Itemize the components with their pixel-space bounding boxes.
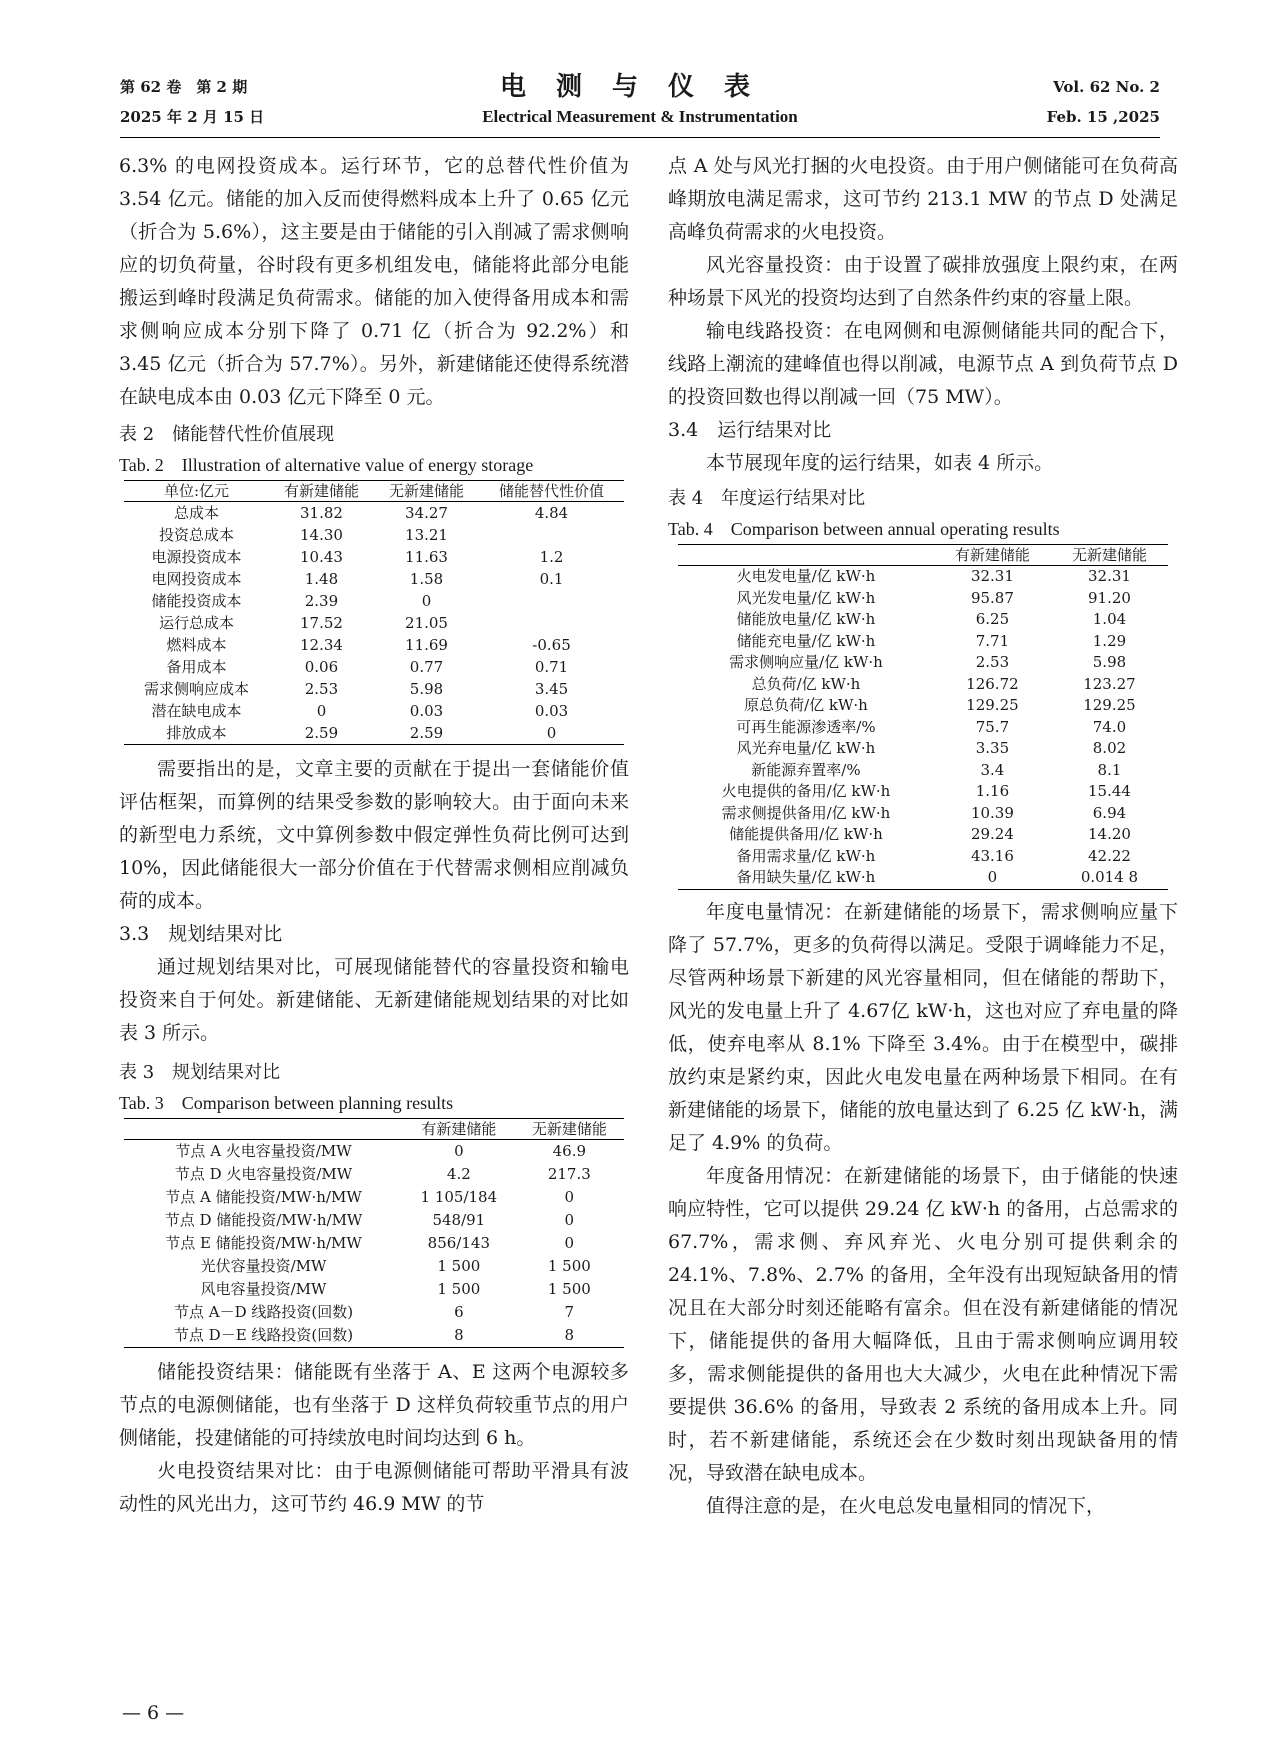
table-row [124, 1301, 624, 1324]
volume-info-en [1047, 72, 1160, 132]
journal-title-en: Electrical Measurement & Instrumentation [482, 107, 798, 126]
table-header-cell [124, 1119, 403, 1140]
paragraph: 6.3% 的电网投资成本。运行环节，它的总替代性价值为 3.54 亿元。储能的加入反而使得燃料成本上升了 0.65 亿元（折合为 5.6%），这主要是由于储能的引入削减了需求侧响应的切负荷量，谷时段有更多机组发电，储能将此部分电能搬运到峰时段满足负荷需求。储能的加入使得备用成本和需求侧响应成本分别下降了 0.71 亿（折合为 92.2%）和 3.45 亿元（折合为 57.7%）。另外，新建储能还使得系统潜在缺电成本由 0.03 亿元下降至 0 元。 [119, 155, 629, 408]
table-cell: 0 [987, 868, 998, 886]
table-cell: 节点 A－D 线路投资(回数) [173, 1303, 354, 1321]
table-cell: 6.25 [975, 610, 1010, 628]
table-cell: 备用需求量/亿 kW·h [736, 846, 876, 865]
table-cell: 2.39 [304, 592, 339, 610]
table-cell: 74.0 [1092, 717, 1127, 736]
table-cell: 2.53 [304, 680, 339, 698]
table-cell: 15.44 [1087, 782, 1131, 800]
table-cell: 原总负荷/亿 kW·h [744, 696, 868, 714]
table-row [124, 1186, 624, 1209]
table-cell: 可再生能源渗透率/% [736, 717, 876, 736]
table-row [124, 546, 624, 568]
table-cell: 217.3 [547, 1165, 591, 1183]
table-row [124, 502, 624, 525]
table-cell: 新能源弃置率/% [751, 760, 861, 779]
table-cell: 34.27 [405, 504, 448, 522]
table-cell: 7.71 [975, 631, 1010, 650]
table-cell: 11.69 [405, 636, 448, 654]
table-cell: 需求侧提供备用/亿 kW·h [721, 803, 891, 822]
table-cell: 0.77 [409, 658, 444, 676]
table-cell: 31.82 [299, 504, 343, 522]
table2-caption-en: Tab. 2 Illustration of alternative value of energy storage [119, 455, 534, 475]
paragraph: 输电线路投资：在电网侧和电源侧储能共同的配合下，线路上潮流的建峰值也得以削减，电源节点 A 到负荷节点 D 的投资回数也得以削减一回（75 MW）。 [668, 320, 1178, 408]
paragraph: 火电投资结果对比：由于电源侧储能可帮助平滑具有波动性的风光出力，这可节约 46.9 MW 的节 [119, 1460, 629, 1515]
table-row [124, 656, 624, 678]
table-cell: 14.30 [299, 526, 343, 544]
table-cell: 6.94 [1092, 803, 1127, 822]
table-cell: 2.53 [975, 653, 1010, 671]
table-cell: 6 [454, 1303, 464, 1321]
left-column [119, 150, 629, 1521]
table-row [678, 695, 1168, 717]
table-cell: 0 [546, 724, 557, 742]
table-cell [479, 612, 624, 634]
table-cell: 燃料成本 [166, 636, 227, 654]
table-cell: 21.05 [405, 614, 448, 632]
table-row [678, 674, 1168, 696]
table4 [678, 544, 1168, 890]
table-cell: 储能放电量/亿 kW·h [736, 610, 876, 628]
table-cell: 856/143 [427, 1234, 490, 1252]
table-row [678, 760, 1168, 782]
table4-caption-cn: 表 4 年度运行结果对比 [668, 488, 866, 509]
table-row [678, 588, 1168, 610]
table-row [678, 609, 1168, 631]
table-row [124, 1163, 624, 1186]
table-cell: 32.31 [1087, 567, 1131, 585]
table-cell: 91.20 [1087, 588, 1131, 607]
table-cell: 10.43 [299, 548, 343, 566]
table-cell: 节点 E 储能投资/MW·h/MW [165, 1234, 362, 1252]
table-cell: -0.65 [532, 636, 571, 654]
table2-caption-cn: 表 2 储能替代性价值展现 [119, 424, 335, 445]
table-row [124, 700, 624, 722]
table-cell: 需求侧响应量/亿 kW·h [729, 653, 883, 671]
table-header-cell: 无新建储能 [389, 482, 465, 500]
table-cell: 0.03 [409, 702, 444, 720]
table-cell: 123.27 [1083, 674, 1136, 693]
table-cell: 0 [421, 592, 432, 610]
table-row [678, 781, 1168, 803]
table-cell: 129.25 [1083, 696, 1136, 714]
volume-issue: 第 62 卷 第 2 期 [120, 78, 248, 96]
paragraph: 需要指出的是，文章主要的贡献在于提出一套储能价值评估框架，而算例的结果受参数的影响较大。由于面向未来的新型电力系统，文中算例参数中假定弹性负荷比例可达到 10%，因此储能很大一部分价值在于代替需求侧相应削减负荷的成本。 [119, 758, 629, 912]
table-header-cell: 单位:亿元 [163, 482, 229, 500]
table-cell: 总负荷/亿 kW·h [751, 674, 861, 693]
table-row [124, 524, 624, 546]
table3-caption-cn: 表 3 规划结果对比 [119, 1062, 281, 1083]
table-cell: 节点 A 火电容量投资/MW [175, 1142, 352, 1160]
table3 [124, 1118, 624, 1348]
table-row [678, 867, 1168, 889]
table-cell [479, 524, 624, 546]
table-cell: 火电提供的备用/亿 kW·h [721, 782, 891, 800]
table-cell: 42.22 [1087, 846, 1131, 865]
journal-title [120, 72, 1160, 132]
table-cell: 1 500 [437, 1280, 481, 1298]
table-header-cell: 有新建储能 [954, 546, 1030, 564]
table-cell: 备用缺失量/亿 kW·h [736, 868, 876, 886]
table-cell: 运行总成本 [158, 614, 234, 632]
paragraph: 通过规划结果对比，可展现储能替代的容量投资和输电投资来自于何处。新建储能、无新建储能规划结果的对比如表 3 所示。 [119, 956, 629, 1044]
table-cell: 129.25 [966, 696, 1019, 714]
issue-date-en: Feb. 15 ,2025 [1046, 108, 1160, 126]
table-cell: 1.58 [409, 570, 444, 588]
table-cell: 储能提供备用/亿 kW·h [729, 825, 883, 843]
table-cell: 节点 D 储能投资/MW·h/MW [164, 1211, 363, 1229]
table-row [124, 722, 624, 745]
table-cell: 3.35 [975, 739, 1010, 757]
table-row [678, 652, 1168, 674]
table-cell: 13.21 [405, 526, 448, 544]
table-cell: 0 [454, 1142, 464, 1160]
table-header-cell: 有新建储能 [283, 482, 359, 500]
table-cell [479, 590, 624, 612]
table-row [124, 612, 624, 634]
table-cell: 126.72 [966, 674, 1019, 693]
table-cell: 1 500 [547, 1280, 591, 1298]
table-header-cell: 无新建储能 [1071, 546, 1147, 564]
table3-caption-en: Tab. 3 Comparison between planning results [119, 1093, 454, 1113]
table-cell: 43.16 [970, 846, 1014, 865]
table-header-cell: 无新建储能 [531, 1120, 607, 1138]
volume-issue-en: Vol. 62 No. 2 [1053, 78, 1160, 96]
table-cell: 总成本 [173, 504, 219, 522]
header-rule [120, 137, 1160, 138]
table-row [678, 803, 1168, 825]
right-column [668, 150, 1178, 1523]
table-row [124, 1255, 624, 1278]
table-cell: 1 105/184 [420, 1188, 498, 1206]
table-cell: 备用成本 [166, 658, 227, 676]
paragraph: 风光容量投资：由于设置了碳排放强度上限约束，在两种场景下风光的投资均达到了自然条件约束的容量上限。 [668, 254, 1178, 309]
table-row [124, 1140, 624, 1164]
table-row [678, 631, 1168, 653]
table-cell: 光伏容量投资/MW [200, 1257, 327, 1275]
table-cell: 0 [316, 702, 327, 720]
section-heading: 3.4 运行结果对比 [668, 419, 832, 441]
table-cell: 46.9 [552, 1142, 587, 1160]
paragraph: 年度备用情况：在新建储能的场景下，由于储能的快速响应特性，它可以提供 29.24 亿 kW·h 的备用，占总需求的 67.7%，需求侧、弃风弃光、火电分别可提供剩余的 24.1%、7.8%、2.7% 的备用，全年没有出现短缺备用的情况且在大部分时刻还能略有富余。但在没有新建储能的情况下，储能提供的备用大幅降低，且由于需求侧响应调用较多，需求侧能提供的备用也大大减少，火电在此种情况下需要提供 36.6% 的备用，导致表 2 系统的备用成本上升。同时，若不新建储能，系统还会在少数时刻出现缺备用的情况，导致潜在缺电成本。 [668, 1164, 1178, 1484]
table-cell: 风光弃电量/亿 kW·h [736, 739, 876, 757]
page-header [120, 72, 1160, 132]
table-cell: 火电发电量/亿 kW·h [736, 567, 876, 585]
table-cell: 3.4 [980, 760, 1005, 779]
table-cell: 8 [564, 1326, 575, 1344]
table-cell: 8 [454, 1326, 464, 1344]
table-header-cell: 有新建储能 [421, 1120, 497, 1138]
table-header-cell [678, 545, 934, 566]
table-cell: 1.16 [975, 782, 1010, 800]
table-cell: 节点 D－E 线路投资(回数) [173, 1326, 354, 1344]
table-cell: 548/91 [432, 1211, 486, 1229]
table-row [124, 634, 624, 656]
table-cell: 0.1 [539, 570, 564, 588]
section-heading: 3.3 规划结果对比 [119, 923, 283, 945]
table-cell: 电源投资成本 [151, 548, 242, 566]
table-cell: 1.04 [1092, 610, 1127, 628]
issue-date: 2025 年 2 月 15 日 [120, 108, 265, 126]
table-cell: 排放成本 [166, 724, 227, 742]
table-cell: 75.7 [975, 717, 1010, 736]
table-cell: 8.1 [1097, 760, 1122, 779]
table-cell: 0 [564, 1211, 575, 1229]
table-cell: 0.014 8 [1080, 868, 1139, 886]
table-cell: 17.52 [299, 614, 343, 632]
table-cell: 2.59 [304, 724, 339, 742]
table-row [124, 1209, 624, 1232]
table-row [124, 590, 624, 612]
table-cell: 29.24 [970, 825, 1014, 843]
table-cell: 节点 D 火电容量投资/MW [174, 1165, 353, 1183]
table-cell: 32.31 [970, 567, 1014, 585]
table-cell: 电网投资成本 [151, 570, 242, 588]
table4-caption-en: Tab. 4 Comparison between annual operating results [668, 519, 1060, 539]
table-cell: 3.45 [534, 680, 569, 698]
table-cell: 95.87 [970, 588, 1014, 607]
table-row [124, 1232, 624, 1255]
table-cell: 0.06 [304, 658, 339, 676]
table-row [124, 1324, 624, 1348]
table-cell: 0 [564, 1188, 575, 1206]
table-cell: 10.39 [970, 803, 1014, 822]
table-cell: 节点 A 储能投资/MW·h/MW [165, 1188, 362, 1206]
table-cell: 0 [564, 1234, 575, 1252]
table-row [678, 738, 1168, 760]
table-cell: 12.34 [299, 636, 343, 654]
table-row [678, 566, 1168, 588]
table-cell: 1.2 [539, 548, 564, 566]
table-cell: 风光发电量/亿 kW·h [736, 588, 876, 607]
paragraph: 点 A 处与风光打捆的火电投资。由于用户侧储能可在负荷高峰期放电满足需求，这可节约 213.1 MW 的节点 D 处满足高峰负荷需求的火电投资。 [668, 155, 1178, 243]
paragraph: 本节展现年度的运行结果，如表 4 所示。 [706, 452, 1054, 474]
table-cell: 风电容量投资/MW [200, 1280, 327, 1298]
table-cell: 需求侧响应成本 [143, 680, 249, 698]
paragraph: 值得注意的是，在火电总发电量相同的情况下， [706, 1494, 1106, 1517]
paragraph: 储能投资结果：储能既有坐落于 A、E 这两个电源较多节点的电源侧储能，也有坐落于 D 这样负荷较重节点的用户侧储能，投建储能的可持续放电时间均达到 6 h。 [119, 1361, 629, 1449]
paragraph: 年度电量情况：在新建储能的场景下，需求侧响应量下降了 57.7%，更多的负荷得以满足。受限于调峰能力不足，尽管两种场景下新建的风光容量相同，但在储能的帮助下，风光的发电量上升了 4.67亿 kW·h，这也对应了弃电量的降低，使弃电率从 8.1% 下降至 3.4%。由于在模型中，碳排放约束是紧约束，因此火电发电量在两种场景下相同。在有新建储能的场景下，储能的放电量达到了 6.25 亿 kW·h，满足了 4.9% 的负荷。 [668, 900, 1178, 1154]
table-cell: 储能充电量/亿 kW·h [736, 631, 876, 650]
table-row [678, 824, 1168, 846]
table-cell: 0.71 [534, 658, 569, 676]
table-cell: 7 [564, 1303, 575, 1321]
journal-title-cn: 电测与仪表 [499, 72, 780, 102]
table-cell: 11.63 [405, 548, 448, 566]
table-cell: 1.48 [304, 570, 339, 588]
table-cell: 0.03 [534, 702, 569, 720]
table-cell: 14.20 [1087, 825, 1131, 843]
table-row [124, 678, 624, 700]
table-cell: 5.98 [1092, 653, 1127, 671]
table-row [124, 568, 624, 590]
table-row [678, 846, 1168, 868]
page-number: — 6 — [122, 1702, 185, 1724]
table-cell: 5.98 [409, 680, 444, 698]
table-cell: 4.2 [446, 1165, 471, 1183]
table-cell: 4.84 [534, 504, 569, 522]
table-cell: 1 500 [547, 1257, 591, 1275]
table-cell: 潜在缺电成本 [151, 702, 242, 720]
table-header-cell: 储能替代性价值 [499, 482, 605, 500]
table-row [124, 1278, 624, 1301]
table-cell: 2.59 [409, 724, 444, 742]
table-cell: 储能投资成本 [151, 592, 242, 610]
table2 [124, 480, 624, 745]
table-cell: 8.02 [1092, 739, 1127, 757]
table-cell: 1.29 [1092, 631, 1127, 650]
table-cell: 投资总成本 [158, 526, 234, 544]
table-row [678, 717, 1168, 739]
table-cell: 1 500 [437, 1257, 481, 1275]
